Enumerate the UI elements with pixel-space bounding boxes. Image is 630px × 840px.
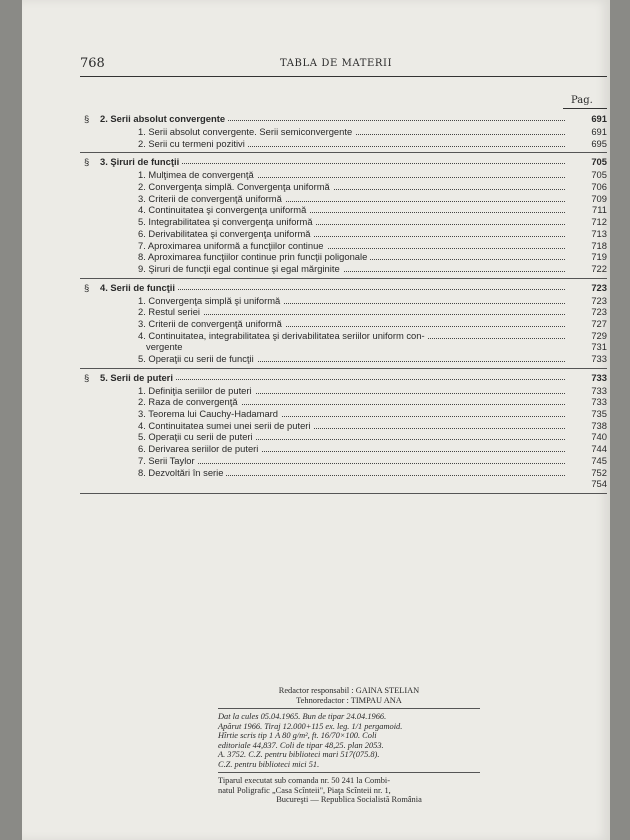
entry-title: 8. Aproximarea funcţiilor continue prin funcţii poligonale	[138, 251, 370, 263]
entry-title: 6. Derivarea seriilor de puteri	[138, 443, 261, 455]
page-ref: 752	[591, 466, 607, 478]
page-ref: 733	[591, 384, 607, 396]
entry-title: 4. Continuitatea şi convergenţa uniformă	[138, 204, 309, 216]
page-ref: 713	[591, 227, 607, 239]
toc-entry	[80, 420, 607, 432]
page-ref: 733	[591, 353, 607, 364]
running-title: TABLA DE MATERII	[280, 58, 393, 69]
toc-entry	[80, 181, 607, 193]
page-number: 768	[80, 56, 105, 71]
page-ref: 706	[591, 181, 607, 193]
page-ref: 754	[591, 478, 607, 490]
page-ref: 723	[591, 306, 607, 318]
page-header	[80, 52, 607, 77]
toc-entry	[80, 330, 607, 342]
colophon-rule	[218, 772, 480, 773]
toc-entry	[80, 353, 607, 365]
tech-editor-line: Tehnoredactor : TIMPAU ANA	[296, 695, 402, 705]
toc-section-heading	[80, 281, 607, 295]
toc-section	[80, 371, 607, 494]
section-title: 2. Serii absolut convergente	[100, 112, 228, 126]
toc-entry	[80, 455, 607, 467]
toc-entry	[80, 318, 607, 330]
entry-title: 7. Serii Taylor	[138, 455, 198, 467]
toc-entry	[80, 169, 607, 181]
entry-title: 2. Restul seriei	[138, 306, 203, 318]
colophon-rule	[218, 708, 480, 709]
page-ref: 691	[591, 126, 607, 137]
toc-entry	[80, 306, 607, 318]
entry-title: 7. Aproximarea uniformă a funcţiilor continue	[138, 240, 327, 252]
page-ref: 691	[591, 113, 607, 124]
entry-title: 9. Şiruri de funcţii egal continue şi egal mărginite	[138, 263, 343, 275]
toc-entry	[80, 295, 607, 307]
page-ref: 744	[591, 443, 607, 455]
toc-section	[80, 281, 607, 369]
page-ref: 705	[591, 169, 607, 181]
page-ref: 712	[591, 216, 607, 228]
entry-title: 1. Mulţimea de convergenţă	[138, 169, 257, 181]
colophon-detail: C.Z. pentru biblioteci mici 51.	[218, 759, 320, 769]
page-ref: 735	[591, 408, 607, 420]
page-ref: 709	[591, 192, 607, 204]
page-ref: 722	[591, 262, 607, 274]
toc-entry	[80, 467, 607, 479]
page-ref: 727	[591, 317, 607, 329]
page-ref: 723	[591, 281, 607, 293]
section-title: 4. Serii de funcţii	[100, 281, 178, 295]
page-ref: 729	[591, 329, 607, 341]
entry-title: 3. Criterii de convergenţă uniformă	[138, 318, 285, 330]
print-line: natul Poligrafic „Casa Scînteii", Piaţa Scînteii nr. 1,	[218, 785, 391, 795]
toc-entry	[80, 204, 607, 216]
toc-entry	[80, 478, 607, 490]
toc-entry	[80, 126, 607, 138]
entry-title: 4. Continuitatea, integrabilitatea şi derivabilitatea seriilor uniform con-	[138, 330, 428, 342]
section-mark: §	[84, 371, 90, 383]
colophon-detail: Hîrtie scris tip 1 A 80 g/m², ft. 16/70×100. Coli	[218, 731, 377, 740]
entry-title: 6. Derivabilitatea şi convergenţa uniformă	[138, 228, 314, 240]
print-line: Bucureşti — Republica Socialistă România	[276, 795, 422, 804]
entry-title: 4. Continuitatea sumei unei serii de puteri	[138, 420, 314, 432]
entry-title: 2. Serii cu termeni pozitivi	[138, 138, 248, 150]
page-ref: 695	[591, 137, 607, 149]
entry-title: 1. Definiţia seriilor de puteri	[138, 385, 255, 397]
book-page	[22, 0, 610, 840]
section-mark: §	[84, 156, 90, 168]
entry-title: 8. Dezvoltări în serie	[138, 467, 226, 479]
colophon-detail: A. 3752. C.Z. pentru biblioteci mari 517(075.8).	[218, 750, 380, 759]
toc-section-heading	[80, 155, 607, 169]
toc-entry	[80, 228, 607, 240]
page-ref: 705	[591, 156, 607, 168]
toc-entry	[80, 138, 607, 150]
page-ref: 740	[591, 431, 607, 443]
toc-entry	[80, 341, 607, 353]
toc-section	[80, 155, 607, 278]
page-ref: 731	[591, 341, 607, 353]
section-mark: §	[84, 281, 90, 293]
page-ref: 719	[591, 251, 607, 263]
toc-entry	[80, 251, 607, 263]
entry-title: 5. Integrabilitatea şi convergenţa uniformă	[138, 216, 316, 228]
colophon-detail: Dat la cules 05.04.1965. Bun de tipar 24.04.1966.	[218, 712, 387, 721]
section-mark: §	[84, 113, 90, 124]
toc-entry	[80, 193, 607, 205]
entry-title: 5. Operaţii cu serii de funcţii	[138, 353, 257, 365]
entry-title: 3. Teorema lui Cauchy-Hadamard	[138, 408, 281, 420]
toc-entry	[80, 443, 607, 455]
section-title: 3. Şiruri de funcţii	[100, 155, 182, 169]
colophon-detail: Apărut 1966. Tiraj 12.000+115 ex. leg. 1/1 pergamoid.	[218, 721, 403, 731]
print-line: Tiparul executat sub comanda nr. 50 241 la Combi-	[218, 776, 391, 785]
page-ref: 745	[591, 454, 607, 466]
toc-section	[80, 112, 607, 153]
colophon	[218, 686, 480, 805]
toc-section-heading	[80, 112, 607, 126]
toc-entry	[80, 385, 607, 397]
editor-line: Redactor responsabil : GAINA STELIAN	[278, 686, 420, 695]
entry-title: 5. Operaţii cu serii de puteri	[138, 431, 256, 443]
page-ref: 738	[591, 419, 607, 431]
page-ref: 711	[592, 204, 607, 216]
entry-title: 3. Criterii de convergenţă uniformă	[138, 193, 285, 205]
page-ref: 733	[591, 371, 607, 383]
page-column-rule	[563, 108, 607, 109]
toc-entry	[80, 431, 607, 443]
entry-title: 2. Raza de convergenţă	[138, 396, 241, 408]
colophon-detail: editoriale 44,837. Coli de tipar 48,25. plan 2053.	[218, 740, 384, 750]
page-ref: 723	[591, 294, 607, 306]
entry-title: 2. Convergenţa simplă. Convergenţa uniformă	[138, 181, 333, 193]
section-title: 5. Serii de puteri	[100, 371, 176, 385]
page-ref: 718	[591, 239, 607, 251]
page-column-label: Pag.	[571, 95, 593, 106]
entry-title: vergente	[146, 341, 185, 353]
toc-entry	[80, 263, 607, 275]
entry-title: 1. Convergenţa simplă şi uniformă	[138, 295, 283, 307]
toc-section-heading	[80, 371, 607, 385]
toc-entry	[80, 240, 607, 252]
table-of-contents	[80, 110, 607, 494]
toc-entry	[80, 396, 607, 408]
entry-title: 1. Serii absolut convergente. Serii semiconvergente	[138, 126, 355, 138]
toc-entry	[80, 216, 607, 228]
page-ref: 733	[591, 396, 607, 408]
toc-entry	[80, 408, 607, 420]
dot-leader	[138, 462, 565, 464]
